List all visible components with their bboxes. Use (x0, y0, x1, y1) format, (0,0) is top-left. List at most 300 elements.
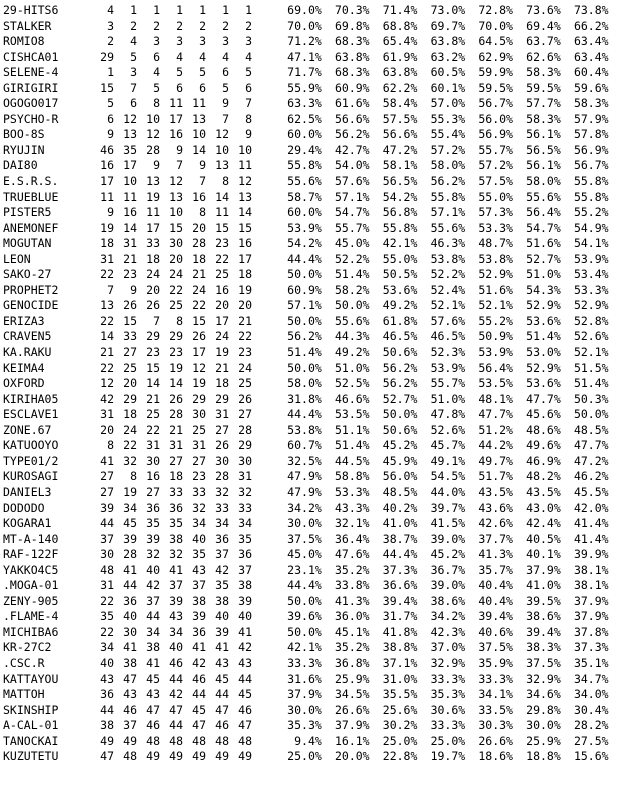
rank-cell: 35 (123, 142, 137, 157)
percent-cell: 48.5% (573, 422, 609, 437)
rank-cell: 30 (100, 547, 114, 562)
rank-cell: 31 (100, 407, 114, 422)
rank-cell: 44 (192, 687, 206, 702)
percent-cell: 70.0% (478, 18, 513, 33)
percent-cell: 70.3% (334, 3, 370, 17)
percent-cell: 38.1% (573, 562, 609, 577)
percent-cell: 50.6% (382, 345, 418, 360)
rank-cell: 8 (199, 205, 206, 220)
percent-cell: 62.2% (382, 80, 418, 95)
percent-cell: 55.2% (478, 313, 513, 328)
rank-cell: 44 (100, 702, 114, 717)
percent-cell: 39.5% (526, 593, 561, 608)
percent-cell: 50.0% (287, 624, 322, 639)
percent-cell: 59.5% (478, 80, 513, 95)
rank-cell: 20 (215, 298, 229, 313)
rank-cell: 21 (192, 267, 206, 282)
rank-cell: 31 (238, 469, 252, 484)
rank-cell: 22 (146, 422, 160, 437)
percent-cell: 43.0% (526, 500, 561, 515)
percent-cell: 53.9% (430, 360, 466, 375)
percent-cell: 38.6% (430, 593, 466, 608)
percent-cell: 58.3% (526, 111, 561, 126)
rank-cell: 30 (146, 453, 160, 468)
percent-cell: 54.7% (526, 220, 561, 235)
percent-cell: 55.0% (382, 251, 418, 266)
percent-cell: 34.6% (526, 687, 561, 702)
table-row (0, 469, 624, 485)
percent-cell: 62.5% (287, 111, 322, 126)
percent-cell: 72.8% (478, 3, 513, 17)
percent-cell: 56.0% (382, 469, 418, 484)
percent-cell: 48.7% (478, 236, 513, 251)
percent-cell: 48.2% (526, 469, 561, 484)
rank-cell: 48 (215, 733, 229, 748)
rank-cell: 11 (100, 189, 114, 204)
percent-cell: 51.2% (478, 422, 513, 437)
player-name: KATTAYOU (3, 671, 59, 686)
percent-cell: 46.6% (334, 391, 370, 406)
rank-cell: 19 (192, 376, 206, 391)
rank-cell: 14 (146, 376, 160, 391)
rank-cell: 36 (169, 500, 183, 515)
player-name: KATUOOYO (3, 438, 59, 453)
rank-cell: 29 (169, 329, 183, 344)
player-name: GENOCIDE (3, 298, 59, 313)
percent-cell: 41.3% (478, 547, 513, 562)
rank-cell: 28 (238, 422, 252, 437)
percent-cell: 54.7% (334, 205, 370, 220)
percent-cell: 25.6% (382, 702, 418, 717)
percent-cell: 60.0% (287, 205, 322, 220)
player-name: ANEMONEF (3, 220, 59, 235)
rank-cell: 27 (169, 453, 183, 468)
percent-cell: 49.1% (430, 453, 466, 468)
percent-cell: 69.8% (334, 18, 370, 33)
percent-cell: 30.4% (573, 702, 609, 717)
percent-cell: 54.9% (573, 220, 609, 235)
percent-cell: 55.2% (573, 205, 609, 220)
rank-cell: 24 (146, 267, 160, 282)
rank-cell: 40 (215, 609, 229, 624)
percent-cell: 41.5% (430, 516, 466, 531)
table-row (0, 734, 624, 750)
rank-cell: 31 (192, 438, 206, 453)
rank-cell: 47 (169, 702, 183, 717)
rank-cell: 22 (100, 593, 114, 608)
player-name: SKINSHIP (3, 702, 59, 717)
rank-cell: 12 (215, 127, 229, 142)
rank-cell: 25 (192, 422, 206, 437)
percent-cell: 63.4% (573, 49, 609, 64)
percent-cell: 64.5% (478, 34, 513, 49)
player-name: TRUEBLUE (3, 189, 59, 204)
percent-cell: 42.1% (382, 236, 418, 251)
table-row (0, 252, 624, 268)
percent-cell: 35.3% (430, 687, 466, 702)
percent-cell: 69.0% (287, 3, 322, 17)
rank-cell: 27 (215, 422, 229, 437)
percent-cell: 29.4% (287, 142, 322, 157)
rank-cell: 2 (222, 18, 229, 33)
rank-cell: 36 (123, 593, 137, 608)
rank-cell: 31 (100, 578, 114, 593)
rank-cell: 29 (123, 391, 137, 406)
rank-cell: 46 (169, 655, 183, 670)
rank-cell: 26 (146, 298, 160, 313)
percent-cell: 48.1% (478, 391, 513, 406)
percent-cell: 33.8% (334, 578, 370, 593)
rank-cell: 20 (146, 282, 160, 297)
percent-cell: 25.9% (334, 671, 370, 686)
rank-cell: 44 (215, 687, 229, 702)
rank-cell: 32 (146, 547, 160, 562)
percent-cell: 63.8% (334, 49, 370, 64)
percent-cell: 39.4% (526, 624, 561, 639)
rank-cell: 6 (153, 49, 160, 64)
rank-cell: 11 (123, 189, 137, 204)
rank-cell: 2 (176, 18, 183, 33)
rank-cell: 33 (146, 236, 160, 251)
rank-cell: 43 (123, 687, 137, 702)
rank-cell: 26 (192, 329, 206, 344)
percent-cell: 53.3% (573, 282, 609, 297)
percent-cell: 66.2% (573, 18, 609, 33)
percent-cell: 55.3% (430, 111, 466, 126)
percent-cell: 45.6% (526, 407, 561, 422)
table-row (0, 283, 624, 299)
player-name: DODODO (3, 500, 45, 515)
percent-cell: 59.5% (526, 80, 561, 95)
percent-cell: 57.7% (526, 96, 561, 111)
percent-cell: 38.8% (382, 640, 418, 655)
percent-cell: 57.5% (478, 174, 513, 189)
percent-cell: 56.9% (478, 127, 513, 142)
percent-cell: 41.0% (526, 578, 561, 593)
rank-cell: 20 (169, 251, 183, 266)
rank-cell: 16 (146, 469, 160, 484)
percent-cell: 50.6% (382, 422, 418, 437)
percent-cell: 30.3% (478, 718, 513, 733)
rank-cell: 6 (107, 111, 114, 126)
rank-cell: 42 (100, 391, 114, 406)
rank-cell: 33 (215, 500, 229, 515)
percent-cell: 62.6% (526, 49, 561, 64)
player-name: MOGUTAN (3, 236, 52, 251)
table-row (0, 392, 624, 408)
percent-cell: 55.6% (334, 313, 370, 328)
table-row (0, 158, 624, 174)
rank-cell: 36 (215, 531, 229, 546)
percent-cell: 36.0% (334, 609, 370, 624)
percent-cell: 38.7% (382, 531, 418, 546)
percent-cell: 41.8% (382, 624, 418, 639)
rank-cell: 25 (238, 376, 252, 391)
percent-cell: 48.6% (526, 422, 561, 437)
percent-cell: 69.7% (430, 18, 466, 33)
percent-cell: 46.5% (430, 329, 466, 344)
rank-cell: 34 (100, 640, 114, 655)
rank-cell: 8 (130, 469, 137, 484)
player-name: .MOGA-01 (3, 578, 59, 593)
percent-cell: 26.6% (334, 702, 370, 717)
rank-cell: 14 (215, 189, 229, 204)
rank-cell: 29 (100, 49, 114, 64)
rank-cell: 44 (123, 578, 137, 593)
percent-cell: 37.7% (478, 531, 513, 546)
rank-cell: 40 (100, 655, 114, 670)
player-name: ESCLAVE1 (3, 407, 59, 422)
percent-cell: 37.9% (573, 593, 609, 608)
rank-cell: 32 (123, 453, 137, 468)
percent-cell: 37.1% (382, 655, 418, 670)
rank-cell: 41 (123, 562, 137, 577)
percent-cell: 34.1% (478, 687, 513, 702)
percent-cell: 41.3% (334, 593, 370, 608)
percent-cell: 53.3% (334, 484, 370, 499)
rank-cell: 17 (238, 251, 252, 266)
rank-cell: 39 (238, 593, 252, 608)
rank-cell: 41 (146, 655, 160, 670)
rank-cell: 5 (199, 65, 206, 80)
table-row (0, 345, 624, 361)
rank-cell: 38 (192, 593, 206, 608)
rank-cell: 31 (100, 251, 114, 266)
rank-cell: 42 (192, 655, 206, 670)
percent-cell: 60.5% (430, 65, 466, 80)
rank-cell: 9 (130, 282, 137, 297)
percent-cell: 32.9% (430, 655, 466, 670)
percent-cell: 40.4% (478, 578, 513, 593)
table-row (0, 81, 624, 97)
rank-cell: 9 (245, 127, 252, 142)
percent-cell: 37.3% (382, 562, 418, 577)
percent-cell: 52.9% (526, 298, 561, 313)
rank-cell: 48 (238, 733, 252, 748)
rank-cell: 39 (123, 531, 137, 546)
percent-cell: 16.1% (334, 733, 370, 748)
player-name: OGOGO017 (3, 96, 59, 111)
percent-cell: 30.0% (287, 516, 322, 531)
rank-cell: 5 (176, 65, 183, 80)
rank-cell: 27 (100, 469, 114, 484)
percent-cell: 53.3% (478, 220, 513, 235)
percent-cell: 28.2% (573, 718, 609, 733)
percent-cell: 40.2% (382, 500, 418, 515)
rank-cell: 5 (245, 65, 252, 80)
rank-cell: 47 (192, 718, 206, 733)
percent-cell: 47.2% (573, 453, 609, 468)
rank-cell: 4 (107, 3, 114, 17)
rank-cell: 11 (238, 158, 252, 173)
table-row (0, 501, 624, 517)
rank-cell: 3 (153, 34, 160, 49)
percent-cell: 42.3% (430, 624, 466, 639)
rank-cell: 49 (100, 733, 114, 748)
player-name: PROPHET2 (3, 282, 59, 297)
rank-cell: 20 (100, 422, 114, 437)
percent-cell: 56.5% (382, 174, 418, 189)
percent-cell: 42.1% (287, 640, 322, 655)
percent-cell: 34.7% (573, 671, 609, 686)
rank-cell: 29 (238, 438, 252, 453)
table-row (0, 547, 624, 563)
rank-cell: 23 (146, 345, 160, 360)
rank-cell: 15 (169, 220, 183, 235)
rank-cell: 38 (123, 655, 137, 670)
percent-cell: 35.1% (573, 655, 609, 670)
rank-cell: 44 (146, 609, 160, 624)
percent-cell: 57.8% (573, 127, 609, 142)
percent-cell: 31.8% (287, 391, 322, 406)
player-name: DAI80 (3, 158, 38, 173)
player-name: CRAVEN5 (3, 329, 52, 344)
player-name: MT-A-140 (3, 531, 59, 546)
rank-cell: 49 (169, 749, 183, 764)
percent-cell: 47.6% (334, 547, 370, 562)
table-row (0, 687, 624, 703)
percent-cell: 53.6% (526, 313, 561, 328)
rank-cell: 9 (107, 127, 114, 142)
rank-cell: 3 (199, 34, 206, 49)
rank-cell: 8 (153, 96, 160, 111)
rank-cell: 28 (215, 469, 229, 484)
rank-cell: 38 (146, 640, 160, 655)
percent-cell: 41.0% (382, 516, 418, 531)
rank-cell: 40 (192, 531, 206, 546)
table-row (0, 656, 624, 672)
rank-cell: 32 (169, 547, 183, 562)
percent-cell: 47.9% (287, 469, 322, 484)
percent-cell: 55.6% (430, 220, 466, 235)
percent-cell: 51.7% (478, 469, 513, 484)
percent-cell: 37.5% (526, 655, 561, 670)
table-row (0, 174, 624, 190)
rank-cell: 10 (146, 111, 160, 126)
rank-cell: 14 (123, 220, 137, 235)
percent-cell: 55.6% (526, 189, 561, 204)
rank-cell: 39 (215, 624, 229, 639)
rank-cell: 46 (123, 702, 137, 717)
percent-cell: 60.7% (287, 438, 322, 453)
percent-cell: 34.5% (334, 687, 370, 702)
percent-cell: 38.1% (573, 578, 609, 593)
percent-cell: 41.4% (573, 531, 609, 546)
rank-cell: 34 (146, 624, 160, 639)
rank-cell: 15 (215, 220, 229, 235)
rank-cell: 29 (146, 329, 160, 344)
rank-cell: 21 (169, 422, 183, 437)
rank-cell: 46 (100, 142, 114, 157)
rank-cell: 49 (238, 749, 252, 764)
rank-cell: 7 (199, 174, 206, 189)
table-row (0, 221, 624, 237)
rank-cell: 49 (215, 749, 229, 764)
rank-cell: 49 (123, 733, 137, 748)
percent-cell: 56.2% (430, 174, 466, 189)
rank-cell: 2 (245, 18, 252, 33)
rank-cell: 33 (238, 500, 252, 515)
rank-cell: 6 (222, 65, 229, 80)
percent-cell: 56.4% (478, 360, 513, 375)
percent-cell: 70.0% (287, 18, 322, 33)
percent-cell: 33.5% (478, 702, 513, 717)
rank-cell: 43 (146, 687, 160, 702)
table-row (0, 112, 624, 128)
rank-cell: 14 (192, 142, 206, 157)
player-name: TYPE01/2 (3, 453, 59, 468)
rank-cell: 1 (130, 3, 137, 17)
rank-cell: 7 (130, 80, 137, 95)
percent-cell: 68.8% (382, 18, 418, 33)
rank-cell: 7 (222, 111, 229, 126)
percent-cell: 58.4% (382, 96, 418, 111)
rank-cell: 47 (146, 702, 160, 717)
table-row (0, 625, 624, 641)
percent-cell: 50.0% (334, 298, 370, 313)
rank-cell: 12 (146, 127, 160, 142)
percent-cell: 40.1% (526, 547, 561, 562)
percent-cell: 53.5% (478, 376, 513, 391)
percent-cell: 37.8% (573, 624, 609, 639)
player-name: PISTER5 (3, 205, 52, 220)
player-name: KEIMA4 (3, 360, 45, 375)
table-row (0, 407, 624, 423)
percent-cell: 56.1% (526, 158, 561, 173)
percent-cell: 37.9% (334, 718, 370, 733)
percent-cell: 42.7% (334, 142, 370, 157)
percent-cell: 51.4% (287, 345, 322, 360)
percent-cell: 53.5% (334, 407, 370, 422)
rank-cell: 17 (169, 111, 183, 126)
rank-cell: 37 (100, 531, 114, 546)
percent-cell: 52.9% (478, 267, 513, 282)
percent-cell: 52.6% (430, 422, 466, 437)
percent-cell: 62.9% (478, 49, 513, 64)
percent-cell: 41.4% (573, 516, 609, 531)
rank-cell: 18 (192, 251, 206, 266)
rank-cell: 24 (123, 422, 137, 437)
rank-cell: 47 (238, 718, 252, 733)
percent-cell: 52.7% (382, 391, 418, 406)
percent-cell: 25.9% (526, 733, 561, 748)
player-name: ROMIO8 (3, 34, 45, 49)
percent-cell: 43.5% (478, 484, 513, 499)
percent-cell: 71.4% (382, 3, 418, 17)
rank-cell: 41 (238, 624, 252, 639)
rank-cell: 13 (238, 189, 252, 204)
percent-cell: 55.7% (430, 376, 466, 391)
rank-cell: 22 (100, 360, 114, 375)
rank-cell: 39 (192, 609, 206, 624)
percent-cell: 35.7% (478, 562, 513, 577)
table-row (0, 376, 624, 392)
rank-cell: 1 (153, 3, 160, 17)
percent-cell: 58.0% (287, 376, 322, 391)
percent-cell: 60.4% (573, 65, 609, 80)
percent-cell: 57.3% (478, 205, 513, 220)
rank-cell: 33 (192, 484, 206, 499)
percent-cell: 30.6% (430, 702, 466, 717)
percent-cell: 45.0% (287, 547, 322, 562)
percent-cell: 36.7% (430, 562, 466, 577)
percent-cell: 55.8% (573, 189, 609, 204)
percent-cell: 45.2% (430, 547, 466, 562)
rank-cell: 25 (146, 407, 160, 422)
rank-cell: 6 (130, 96, 137, 111)
rank-cell: 45 (123, 516, 137, 531)
rank-cell: 16 (123, 205, 137, 220)
